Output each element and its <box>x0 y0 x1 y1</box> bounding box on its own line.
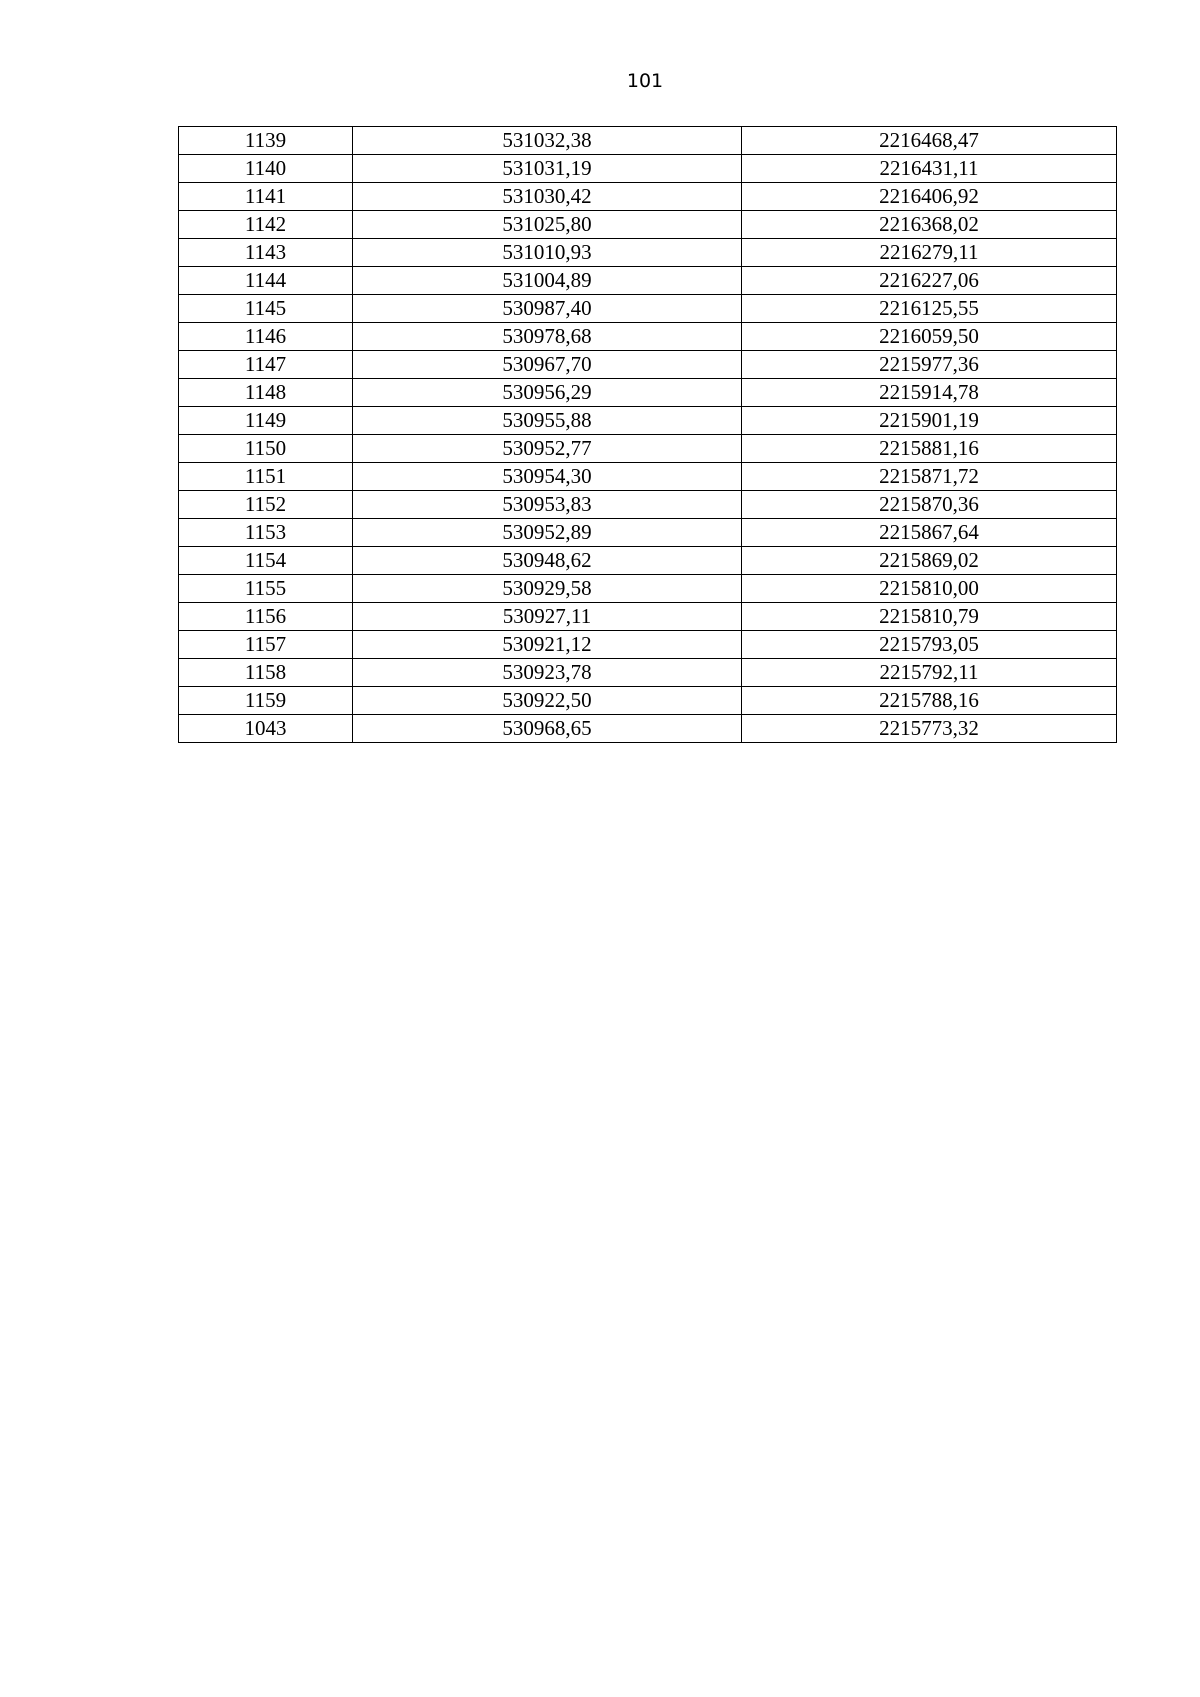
x-coordinate-cell: 531032,38 <box>353 127 742 155</box>
point-number-cell: 1141 <box>179 183 353 211</box>
x-coordinate-cell: 531025,80 <box>353 211 742 239</box>
y-coordinate-cell: 2215977,36 <box>742 351 1117 379</box>
point-number-cell: 1155 <box>179 575 353 603</box>
point-number-cell: 1152 <box>179 491 353 519</box>
table-row <box>179 211 1117 239</box>
y-coordinate-cell: 2215773,32 <box>742 715 1117 743</box>
point-number-cell: 1146 <box>179 323 353 351</box>
y-coordinate-cell: 2216431,11 <box>742 155 1117 183</box>
table-row <box>179 603 1117 631</box>
y-coordinate-cell: 2216227,06 <box>742 267 1117 295</box>
point-number-cell: 1139 <box>179 127 353 155</box>
table-row <box>179 267 1117 295</box>
x-coordinate-cell: 530927,11 <box>353 603 742 631</box>
point-number-cell: 1150 <box>179 435 353 463</box>
y-coordinate-cell: 2215810,00 <box>742 575 1117 603</box>
y-coordinate-cell: 2216368,02 <box>742 211 1117 239</box>
table-row <box>179 715 1117 743</box>
table-row <box>179 155 1117 183</box>
page-number: 101 <box>626 70 664 92</box>
x-coordinate-cell: 531010,93 <box>353 239 742 267</box>
x-coordinate-cell: 530952,77 <box>353 435 742 463</box>
point-number-cell: 1158 <box>179 659 353 687</box>
point-number-cell: 1156 <box>179 603 353 631</box>
y-coordinate-cell: 2216406,92 <box>742 183 1117 211</box>
y-coordinate-cell: 2215810,79 <box>742 603 1117 631</box>
y-coordinate-cell: 2215881,16 <box>742 435 1117 463</box>
table-row <box>179 239 1117 267</box>
x-coordinate-cell: 530954,30 <box>353 463 742 491</box>
y-coordinate-cell: 2216468,47 <box>742 127 1117 155</box>
table-row <box>179 323 1117 351</box>
x-coordinate-cell: 530922,50 <box>353 687 742 715</box>
point-number-cell: 1149 <box>179 407 353 435</box>
table-row <box>179 463 1117 491</box>
point-number-cell: 1142 <box>179 211 353 239</box>
table-row <box>179 435 1117 463</box>
x-coordinate-cell: 530948,62 <box>353 547 742 575</box>
point-number-cell: 1043 <box>179 715 353 743</box>
y-coordinate-cell: 2215914,78 <box>742 379 1117 407</box>
x-coordinate-cell: 530953,83 <box>353 491 742 519</box>
y-coordinate-cell: 2215901,19 <box>742 407 1117 435</box>
table-row <box>179 491 1117 519</box>
x-coordinate-cell: 531030,42 <box>353 183 742 211</box>
table-row <box>179 575 1117 603</box>
table-row <box>179 127 1117 155</box>
table-row <box>179 687 1117 715</box>
x-coordinate-cell: 530952,89 <box>353 519 742 547</box>
x-coordinate-cell: 530956,29 <box>353 379 742 407</box>
point-number-cell: 1153 <box>179 519 353 547</box>
x-coordinate-cell: 530955,88 <box>353 407 742 435</box>
y-coordinate-cell: 2216279,11 <box>742 239 1117 267</box>
point-number-cell: 1157 <box>179 631 353 659</box>
x-coordinate-cell: 530968,65 <box>353 715 742 743</box>
x-coordinate-cell: 531004,89 <box>353 267 742 295</box>
y-coordinate-cell: 2215792,11 <box>742 659 1117 687</box>
coordinates-table-body <box>179 127 1117 743</box>
y-coordinate-cell: 2216125,55 <box>742 295 1117 323</box>
table-row <box>179 183 1117 211</box>
y-coordinate-cell: 2215870,36 <box>742 491 1117 519</box>
point-number-cell: 1143 <box>179 239 353 267</box>
y-coordinate-cell: 2215871,72 <box>742 463 1117 491</box>
point-number-cell: 1154 <box>179 547 353 575</box>
coordinates-table <box>178 126 1117 743</box>
point-number-cell: 1145 <box>179 295 353 323</box>
point-number-cell: 1148 <box>179 379 353 407</box>
x-coordinate-cell: 530929,58 <box>353 575 742 603</box>
table-row <box>179 351 1117 379</box>
x-coordinate-cell: 530967,70 <box>353 351 742 379</box>
table-row <box>179 519 1117 547</box>
x-coordinate-cell: 531031,19 <box>353 155 742 183</box>
x-coordinate-cell: 530921,12 <box>353 631 742 659</box>
table-row <box>179 659 1117 687</box>
x-coordinate-cell: 530978,68 <box>353 323 742 351</box>
table-row <box>179 379 1117 407</box>
y-coordinate-cell: 2215869,02 <box>742 547 1117 575</box>
y-coordinate-cell: 2215793,05 <box>742 631 1117 659</box>
y-coordinate-cell: 2215788,16 <box>742 687 1117 715</box>
point-number-cell: 1147 <box>179 351 353 379</box>
table-row <box>179 547 1117 575</box>
y-coordinate-cell: 2215867,64 <box>742 519 1117 547</box>
y-coordinate-cell: 2216059,50 <box>742 323 1117 351</box>
table-row <box>179 631 1117 659</box>
x-coordinate-cell: 530987,40 <box>353 295 742 323</box>
x-coordinate-cell: 530923,78 <box>353 659 742 687</box>
table-row <box>179 407 1117 435</box>
table-row <box>179 295 1117 323</box>
point-number-cell: 1144 <box>179 267 353 295</box>
point-number-cell: 1140 <box>179 155 353 183</box>
point-number-cell: 1151 <box>179 463 353 491</box>
point-number-cell: 1159 <box>179 687 353 715</box>
